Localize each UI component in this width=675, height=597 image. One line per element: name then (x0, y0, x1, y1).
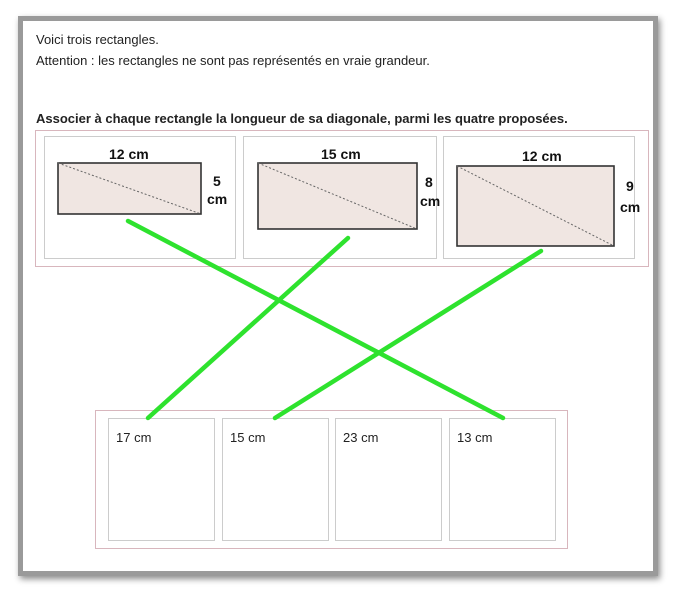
instruction-text: Associer à chaque rectangle la longueur de sa diagonale, parmi les quatre proposées. (36, 111, 568, 126)
rectangle-1-height-value: 5 (213, 173, 221, 189)
intro-line-2: Attention : les rectangles ne sont pas représentés en vraie grandeur. (36, 53, 430, 68)
rectangle-3-height-value: 9 (626, 178, 634, 194)
rectangle-1-width-label: 12 cm (109, 146, 149, 162)
rectangle-2-height-unit: cm (420, 193, 441, 209)
rectangle-3-width-label: 12 cm (522, 148, 562, 164)
rectangle-3-height-unit: cm (620, 199, 641, 215)
answer-label-3: 23 cm (343, 430, 379, 445)
answer-label-1: 17 cm (116, 430, 152, 445)
intro-line-1: Voici trois rectangles. (36, 32, 159, 47)
answer-label-2: 15 cm (230, 430, 266, 445)
answer-label-4: 13 cm (457, 430, 493, 445)
rectangle-2-width-label: 15 cm (321, 146, 361, 162)
rectangle-1-height-unit: cm (207, 191, 228, 207)
rectangle-2-height-value: 8 (425, 174, 433, 190)
